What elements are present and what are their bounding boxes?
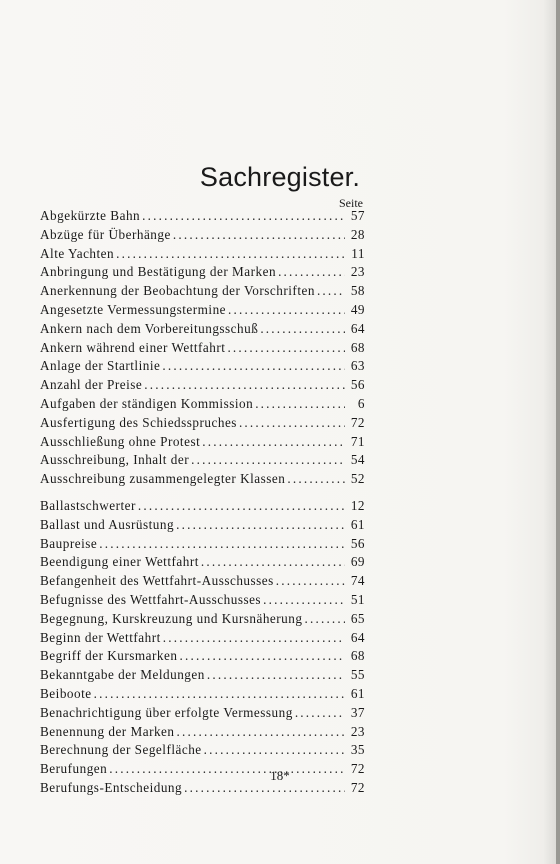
index-entry-term: Aufgaben der ständigen Kommission <box>40 395 254 411</box>
page-edge <box>556 0 560 864</box>
index-entry-term: Anzahl der Preise <box>40 377 143 393</box>
dot-leader <box>304 610 345 629</box>
index-entry <box>40 245 365 264</box>
dot-leader <box>176 516 345 535</box>
index-entry-page: 71 <box>350 433 365 449</box>
index-entry <box>40 497 365 516</box>
index-entry <box>40 207 365 226</box>
index-entry-term: Angesetzte Vermessungstermine <box>40 301 227 317</box>
dot-leader <box>177 723 345 742</box>
index-entry-page: 68 <box>350 648 365 664</box>
signature-mark: 18* <box>270 768 290 783</box>
index-entry-page: 61 <box>350 685 365 701</box>
dot-leader <box>201 553 345 572</box>
index-entry-page: 37 <box>350 704 365 720</box>
index-entry-term: Anlage der Startlinie <box>40 358 161 374</box>
index-entry <box>40 553 365 572</box>
dot-leader <box>202 433 345 452</box>
index-entry-page: 35 <box>350 742 365 758</box>
index-entry-page: 55 <box>350 667 365 683</box>
dot-leader <box>227 339 345 358</box>
index-entry-term: Befugnisse des Wettfahrt-Ausschusses <box>40 591 262 607</box>
index-entry <box>40 414 365 433</box>
index-entry-page: 51 <box>350 591 365 607</box>
dot-leader <box>276 572 345 591</box>
index-entry-term: Anbringung und Bestätigung der Marken <box>40 264 277 280</box>
dot-leader <box>142 207 345 226</box>
index-entry <box>40 647 365 666</box>
index-entry-page: 74 <box>350 573 365 589</box>
index-entry <box>40 591 365 610</box>
dot-leader <box>239 414 345 433</box>
index-entry-page: 12 <box>350 497 365 513</box>
index-entry-term: Beginn der Wettfahrt <box>40 629 161 645</box>
index-entry-term: Abgekürzte Bahn <box>40 208 141 223</box>
index-entry-page: 58 <box>350 283 365 299</box>
dot-leader <box>295 704 345 723</box>
index-entry-term: Alte Yachten <box>40 245 115 261</box>
index-entry-term: Ausfertigung des Schiedsspruches <box>40 414 237 430</box>
index-list <box>40 207 365 798</box>
index-entry-term: Ankern während einer Wettfahrt <box>40 339 226 355</box>
index-entry-term: Beendigung einer Wettfahrt <box>40 554 199 570</box>
index-entry <box>40 226 365 245</box>
index-entry-term: Begriff der Kursmarken <box>40 648 178 664</box>
dot-leader <box>317 282 345 301</box>
index-entry-page: 64 <box>350 629 365 645</box>
index-entry <box>40 685 365 704</box>
dot-leader <box>260 320 345 339</box>
dot-leader <box>99 535 345 554</box>
index-entry <box>40 629 365 648</box>
index-entry-page: 72 <box>350 414 365 430</box>
index-entry <box>40 666 365 685</box>
index-group-a <box>40 207 365 489</box>
index-entry <box>40 282 365 301</box>
dot-leader <box>179 647 345 666</box>
index-entry-term: Bekanntgabe der Meldungen <box>40 667 205 683</box>
index-entry-term: Benennung der Marken <box>40 723 175 739</box>
index-entry <box>40 433 365 452</box>
page-title: Sachregister. <box>199 162 361 192</box>
dot-leader <box>287 470 345 489</box>
index-entry <box>40 320 365 339</box>
index-entry <box>40 704 365 723</box>
index-entry <box>40 339 365 358</box>
index-entry-term: Ballastschwerter <box>40 497 136 513</box>
index-entry <box>40 610 365 629</box>
index-entry-term: Befangenheit des Wettfahrt-Ausschusses <box>40 573 274 589</box>
index-entry-page: 54 <box>350 452 365 468</box>
index-entry <box>40 357 365 376</box>
index-entry-term: Berechnung der Segelfläche <box>40 742 202 758</box>
index-entry-term: Ausschließung ohne Protest <box>40 433 201 449</box>
index-entry-page: 52 <box>350 471 365 487</box>
dot-leader <box>116 245 345 264</box>
dot-leader <box>228 301 345 320</box>
dot-leader <box>94 685 345 704</box>
index-entry <box>40 572 365 591</box>
index-entry-page: 72 <box>350 761 365 777</box>
index-entry-term: Ausschreibung zusammengelegter Klassen <box>40 471 286 487</box>
index-entry-page: 11 <box>351 245 365 261</box>
index-entry-page: 64 <box>350 320 365 336</box>
index-entry-page: 23 <box>350 264 365 280</box>
index-entry-page: 57 <box>350 208 365 223</box>
index-entry-term: Abzüge für Überhänge <box>40 226 171 242</box>
page-column-label: Seite <box>339 196 363 210</box>
dot-leader <box>207 666 345 685</box>
index-entry-term: Baupreise <box>40 535 98 551</box>
index-entry <box>40 301 365 320</box>
index-entry <box>40 470 365 489</box>
index-entry-page: 72 <box>350 779 365 795</box>
dot-leader <box>191 451 345 470</box>
index-entry-term: Ankern nach dem Vorbereitungsschuß <box>40 320 259 336</box>
dot-leader <box>263 591 345 610</box>
index-entry <box>40 263 365 282</box>
index-entry-page: 68 <box>350 339 365 355</box>
group-spacer <box>40 489 365 497</box>
index-entry-page: 49 <box>350 301 365 317</box>
index-entry <box>40 741 365 760</box>
dot-leader <box>138 497 345 516</box>
index-entry-term: Beiboote <box>40 685 92 701</box>
index-group-b <box>40 497 365 798</box>
index-entry-term: Begegnung, Kurskreuzung und Kursnäherung <box>40 610 303 626</box>
dot-leader <box>173 226 345 245</box>
dot-leader <box>204 741 345 760</box>
index-entry-page: 65 <box>350 610 365 626</box>
dot-leader <box>278 263 345 282</box>
index-entry-term: Berufungen <box>40 761 108 777</box>
dot-leader <box>163 629 345 648</box>
index-entry-page: 56 <box>350 377 365 393</box>
index-entry-page: 61 <box>350 516 365 532</box>
index-entry <box>40 516 365 535</box>
dot-leader <box>255 395 345 414</box>
index-entry-page: 23 <box>350 723 365 739</box>
index-entry <box>40 376 365 395</box>
index-entry <box>40 535 365 554</box>
index-entry <box>40 451 365 470</box>
index-entry-page: 6 <box>357 395 365 411</box>
index-entry-page: 56 <box>350 535 365 551</box>
index-entry-page: 69 <box>350 554 365 570</box>
index-entry-term: Ausschreibung, Inhalt der <box>40 452 190 468</box>
index-entry-term: Ballast und Ausrüstung <box>40 516 175 532</box>
index-entry-page: 28 <box>350 226 365 242</box>
index-entry <box>40 395 365 414</box>
dot-leader <box>162 357 345 376</box>
index-entry-term: Benachrichtigung über erfolgte Vermessung <box>40 704 293 720</box>
index-entry <box>40 723 365 742</box>
index-entry-term: Anerkennung der Beobachtung der Vorschriften <box>40 283 315 299</box>
index-entry-page: 63 <box>350 358 365 374</box>
index-entry-term: Berufungs-Entscheidung <box>40 779 183 795</box>
dot-leader <box>144 376 345 395</box>
